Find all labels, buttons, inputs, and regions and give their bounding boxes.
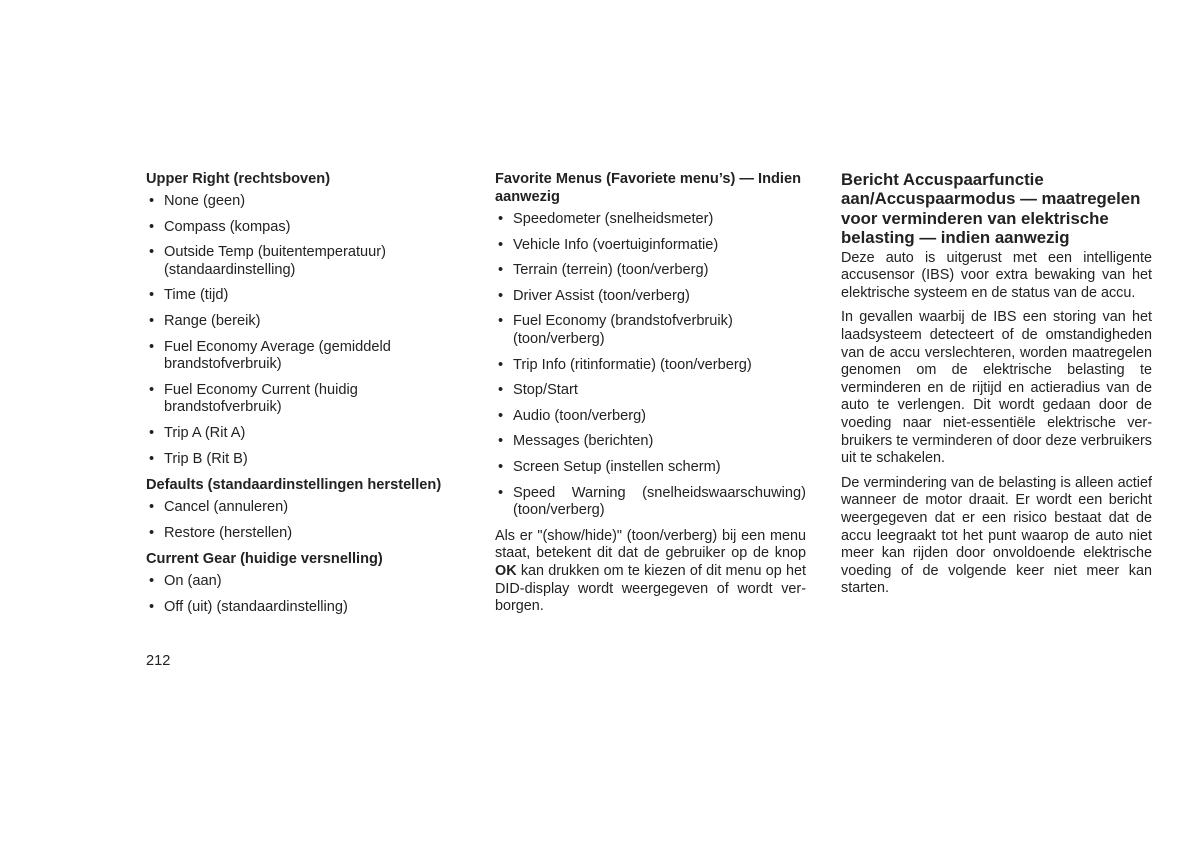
body-paragraph: De vermindering van de belasting is alleen actief wanneer de motor draait. Er wordt een bericht weergegeven dat er een risico bestaat dat de accu leegraakt tot het punt waarop de auto niet meer kan rijden door onvoldoende elektrische voeding of de volgende keer niet meer kan starten. — [841, 474, 1152, 597]
current-gear-heading: Current Gear (huidige versnelling) — [146, 551, 383, 568]
list-item: • Fuel Economy Average (gemiddeld brandstofverbruik) — [146, 339, 466, 374]
current-gear-list — [146, 573, 466, 616]
body-paragraph: Deze auto is uitgerust met een intelligente accusensor (IBS) voor extra bewaking van het elektrische systeem en de status van de accu. — [841, 249, 1152, 301]
page-number: 212 — [146, 653, 171, 669]
list-item: • Range (bereik) — [146, 313, 466, 331]
right-column — [841, 170, 1152, 605]
list-item: • Speed Warning (snelheidswaarschuwing) (toon/verberg) — [495, 485, 806, 520]
left-column — [146, 170, 466, 625]
defaults-heading: Defaults (standaardinstellingen herstellen) — [146, 477, 442, 494]
list-item: • Outside Temp (buitentemperatuur) (standaardinstelling) — [146, 244, 466, 279]
list-item: • Compass (kompas) — [146, 219, 466, 237]
list-item: • Terrain (terrein) (toon/verberg) — [495, 262, 806, 280]
list-item: • Time (tijd) — [146, 287, 466, 305]
ok-keyword: OK — [495, 562, 517, 579]
list-item: • Trip A (Rit A) — [146, 425, 466, 443]
list-item: • Trip B (Rit B) — [146, 451, 466, 469]
upper-right-list — [146, 193, 466, 468]
list-item: • Messages (berichten) — [495, 433, 806, 451]
list-item: • Trip Info (ritinformatie) (toon/verberg) — [495, 357, 806, 375]
list-item: • None (geen) — [146, 193, 466, 211]
favorite-menus-list — [495, 211, 806, 520]
list-item: • Driver Assist (toon/verberg) — [495, 288, 806, 306]
list-item: • Stop/Start — [495, 382, 806, 400]
show-hide-paragraph — [495, 528, 806, 616]
favorite-menus-heading: Favorite Menus (Favoriete menu’s) — Indien aanwezig — [495, 171, 801, 205]
list-item: • Off (uit) (standaardinstelling) — [146, 599, 466, 617]
list-item: • Restore (herstellen) — [146, 525, 466, 543]
body-paragraph: In gevallen waarbij de IBS een storing van het laadsysteem detecteert of de omstandigheden van de accu verslechteren, worden maatregelen genomen om de elektrische belasting te verminderen en de rijtijd en actieradius van de auto te verlengen. Dit wordt gedaan door de voeding naar niet-essentiële elektrische verbruikers te verminderen of door deze verbruikers uit te schakelen. — [841, 309, 1152, 467]
list-item: • On (aan) — [146, 573, 466, 591]
list-item: • Cancel (annuleren) — [146, 499, 466, 517]
list-item: • Fuel Economy (brandstofverbruik) (toon/verberg) — [495, 313, 806, 348]
list-item: • Vehicle Info (voertuiginformatie) — [495, 237, 806, 255]
paragraph-text: kan drukken om te kiezen of dit menu op het DID-display wordt weergegeven of wordt verborgen. — [495, 562, 806, 615]
upper-right-heading: Upper Right (rechtsboven) — [146, 171, 331, 187]
middle-column — [495, 170, 806, 623]
list-item: • Fuel Economy Current (huidig brandstofverbruik) — [146, 382, 466, 417]
list-item: • Audio (toon/verberg) — [495, 408, 806, 426]
section-title: Bericht Accuspaarfunctie aan/Accuspaarmodus — maatregelen voor verminderen van elektrische belasting — indien aanwezig — [841, 170, 1141, 248]
paragraph-text: Als er "(show/hide)" (toon/verberg) bij een menu staat, betekent dit dat de gebruiker op de knop — [495, 527, 806, 562]
defaults-list — [146, 499, 466, 542]
list-item: • Screen Setup (instellen scherm) — [495, 459, 806, 477]
list-item: • Speedometer (snelheidsmeter) — [495, 211, 806, 229]
